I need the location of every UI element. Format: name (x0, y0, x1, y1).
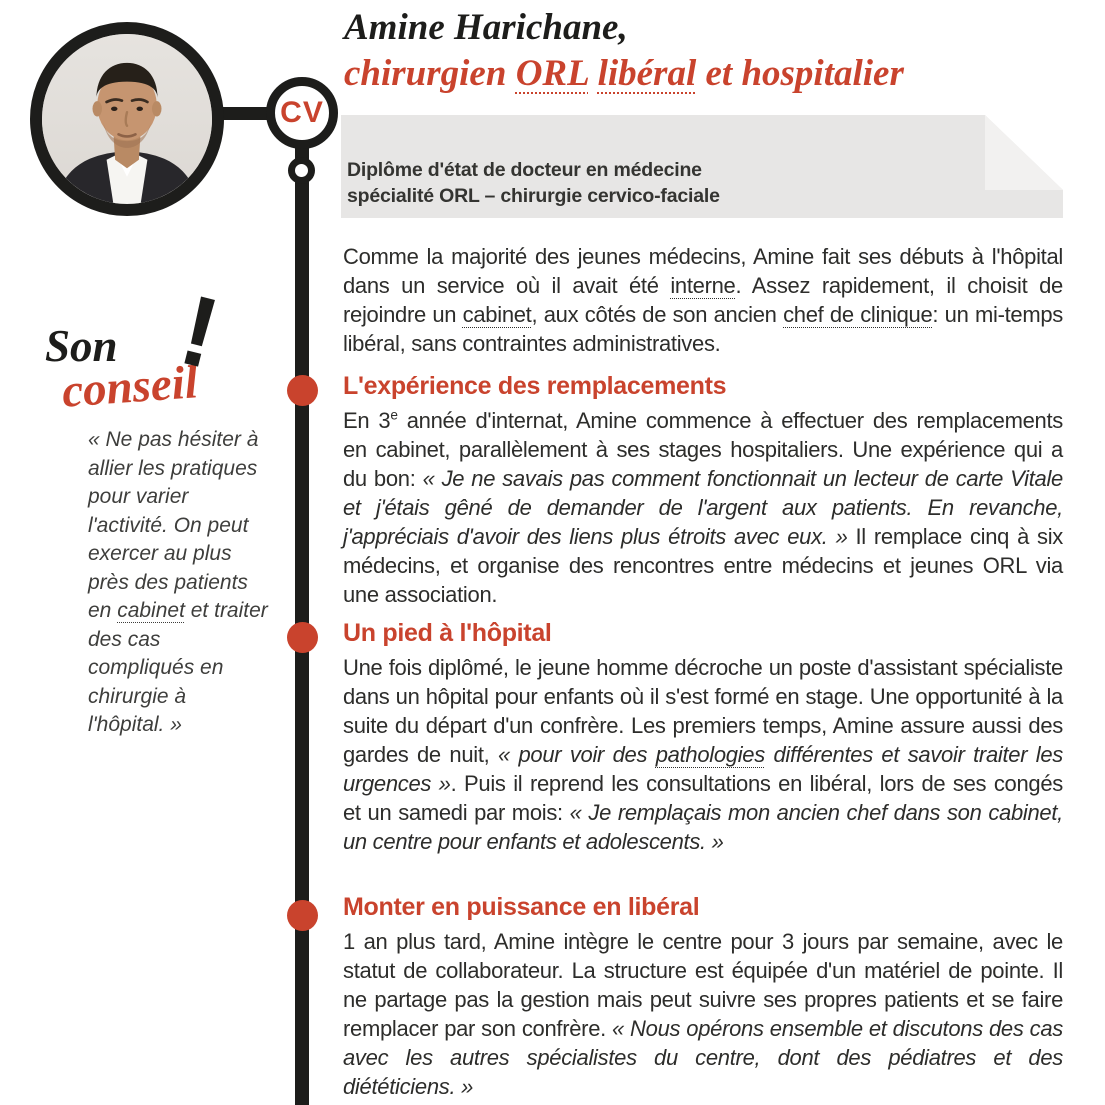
section-heading: L'expérience des remplacements (343, 372, 727, 400)
banner-fold-corner (985, 115, 1063, 190)
section-body: Une fois diplômé, le jeune homme décroche un poste d'assistant spécialiste dans un hôpital pour enfants où il s'est formé en stage. Une opportunité à la suite du départ d'un confrère. Les premiers temps, Amine assure aussi des gardes de nuit, « pour voir des pathologies différentes et savoir traiter les urgences ». Puis il reprend les consultations en libéral, lors de ses congés et un samedi par mois: « Je remplaçais mon ancien chef dans son cabinet, un centre pour enfants et adolescents. » (343, 655, 1064, 854)
section-hopital (343, 619, 1063, 856)
section-heading: Monter en puissance en libéral (343, 893, 700, 921)
person-name: Amine Harichane, (344, 7, 628, 48)
diploma-banner (341, 115, 1063, 218)
timeline-dot-2 (287, 622, 318, 653)
portrait-photo (30, 22, 224, 216)
section-liberal (343, 893, 1063, 1101)
timeline-dot-1 (287, 375, 318, 406)
section-body: En 3e année d'internat, Amine commence à effectuer des remplacements en cabinet, parallèlement à ses stages hospitaliers. Une expérience qui a du bon: « Je ne savais pas comment fonctionnait un lecteur de carte Vitale et j'étais gêné de demander de l'argent aux patients. En revanche, j'appréciais d'avoir des liens plus étroits avec eux. » Il remplace cinq à six médecins, et organise des rencontres entre médecins et jeunes ORL via une association. (343, 407, 1063, 607)
advice-exclamation-mark: ! (169, 273, 230, 391)
person-specialty: chirurgien ORL libéral et hospitalier (344, 53, 904, 94)
intro-paragraph: Comme la majorité des jeunes médecins, Amine fait ses débuts à l'hôpital dans un service où il avait été interne. Assez rapidement, il choisit de rejoindre un cabinet, aux côtés de son ancien chef de clinique: un mi-temps libéral, sans contraintes administratives. (343, 244, 1064, 356)
advice-label-word1: Son (45, 321, 118, 371)
diploma-text (347, 157, 720, 209)
advice-quote: « Ne pas hésiter à allier les pratiques pour varier l'activité. On peut exercer au plus près des patients en cabinet et traiter des cas compliqués en chirurgie à l'hôpital. » (88, 428, 268, 736)
section-remplacements (343, 372, 1063, 609)
diploma-line1: Diplôme d'état de docteur en médecine (347, 159, 702, 181)
cv-badge-label: CV (280, 96, 324, 129)
section-heading: Un pied à l'hôpital (343, 619, 552, 647)
section-body: 1 an plus tard, Amine intègre le centre pour 3 jours par semaine, avec le statut de collaborateur. La structure est équipée d'un matériel de pointe. Il ne partage pas la gestion mais peut suivre ses propres patients et se faire remplacer par son confrère. « Nous opérons ensemble et discutons des cas avec les autres spécialistes du centre, dont des pédiatres et des diététiciens. » (343, 929, 1063, 1099)
portrait-illustration (42, 34, 212, 204)
timeline-line (295, 132, 309, 1105)
timeline-ring (288, 157, 315, 184)
diploma-line2: spécialité ORL – chirurgie cervico-faciale (347, 185, 720, 207)
timeline-dot-3 (287, 900, 318, 931)
advice-label-word2: conseil (60, 356, 200, 418)
cv-badge (266, 77, 338, 149)
